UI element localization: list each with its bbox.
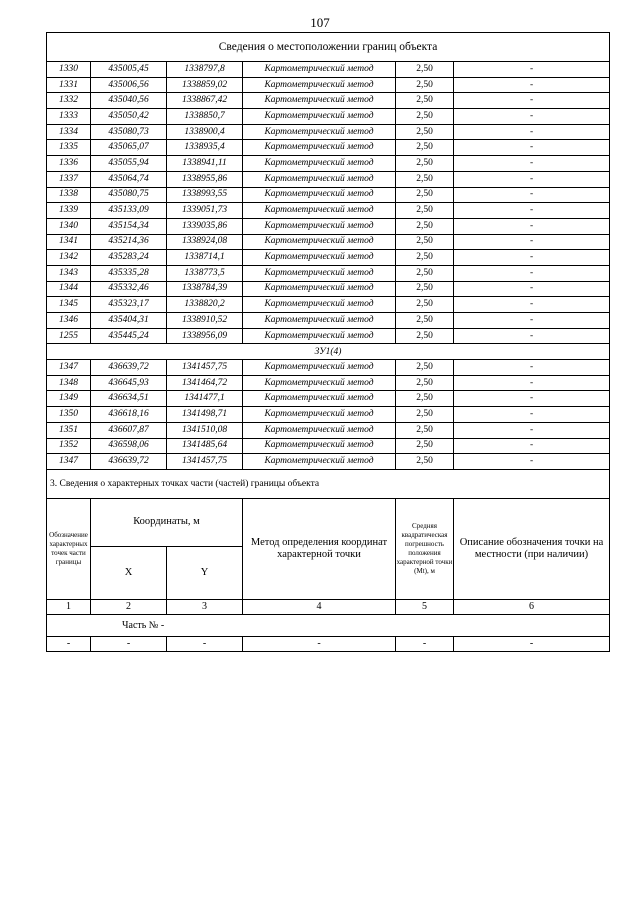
table-cell: - [454, 203, 610, 219]
table-cell: - [454, 250, 610, 266]
table-cell: 435445,24 [91, 328, 167, 344]
table-cell: 436598,06 [91, 438, 167, 454]
table-row [47, 391, 610, 407]
table-cell: Картометрический метод [243, 313, 396, 329]
table-row [47, 124, 610, 140]
table-cell: 1341485,64 [167, 438, 243, 454]
table-cell: 2,50 [396, 77, 454, 93]
column-header-row [47, 498, 610, 546]
table-cell: 435404,31 [91, 313, 167, 329]
table-cell: 1341457,75 [167, 360, 243, 376]
table-cell: 2,50 [396, 265, 454, 281]
table-cell: 1338955,86 [167, 171, 243, 187]
table-cell: Картометрический метод [243, 454, 396, 470]
column-number: 3 [167, 599, 243, 614]
table-cell: Картометрический метод [243, 328, 396, 344]
table-cell: 1338956,09 [167, 328, 243, 344]
table-cell: 1341498,71 [167, 407, 243, 423]
empty-row [47, 636, 610, 651]
table-cell: - [91, 636, 167, 651]
table-cell: 1335 [47, 140, 91, 156]
table-cell: 435133,09 [91, 203, 167, 219]
table-cell: 2,50 [396, 281, 454, 297]
table-cell: Картометрический метод [243, 62, 396, 78]
table-row [47, 265, 610, 281]
table-row [47, 203, 610, 219]
table-cell: 2,50 [396, 391, 454, 407]
table-cell: 1347 [47, 454, 91, 470]
table-cell: 1339 [47, 203, 91, 219]
column-number-row [47, 599, 610, 614]
col-description: Описание обозначения точки на местности (при наличии) [454, 498, 610, 599]
table-cell: 2,50 [396, 422, 454, 438]
table-cell: Картометрический метод [243, 109, 396, 125]
table-cell: 1338867,42 [167, 93, 243, 109]
table-cell: 2,50 [396, 203, 454, 219]
column-number: 6 [454, 599, 610, 614]
table-row [47, 360, 610, 376]
table-cell: 1345 [47, 297, 91, 313]
table-cell: Картометрический метод [243, 265, 396, 281]
table-cell: - [454, 328, 610, 344]
table-cell: 1333 [47, 109, 91, 125]
column-number: 1 [47, 599, 91, 614]
table-cell: 1336 [47, 156, 91, 172]
table-cell: - [454, 265, 610, 281]
table-cell: - [454, 156, 610, 172]
table-cell: 2,50 [396, 171, 454, 187]
table-cell: - [454, 391, 610, 407]
subheader-label: ЗУ1(4) [47, 344, 610, 360]
table-cell: Картометрический метод [243, 407, 396, 423]
table-cell: 436634,51 [91, 391, 167, 407]
table-row [47, 313, 610, 329]
table-cell: 1338773,5 [167, 265, 243, 281]
table-cell: 435080,75 [91, 187, 167, 203]
table-cell: 435080,73 [91, 124, 167, 140]
table-cell: Картометрический метод [243, 360, 396, 376]
table-cell: - [47, 636, 91, 651]
table-cell: Картометрический метод [243, 187, 396, 203]
table-cell: 1338797,8 [167, 62, 243, 78]
col-method: Метод определения координат характерной точки [243, 498, 396, 599]
table-cell: 1341510,08 [167, 422, 243, 438]
table-cell: 1255 [47, 328, 91, 344]
col-y: Y [167, 546, 243, 599]
table-cell: 1341 [47, 234, 91, 250]
table-cell: 436639,72 [91, 360, 167, 376]
col-designation: Обозначение характерных точек части границы [47, 498, 91, 599]
table-cell: 2,50 [396, 454, 454, 470]
table-cell: Картометрический метод [243, 203, 396, 219]
table-cell: 2,50 [396, 407, 454, 423]
page-number: 107 [310, 15, 330, 30]
table-cell: - [454, 234, 610, 250]
table-cell: 1348 [47, 375, 91, 391]
table-cell: 435040,56 [91, 93, 167, 109]
table-cell: 1331 [47, 77, 91, 93]
table-cell: 2,50 [396, 250, 454, 266]
table-cell: 436639,72 [91, 454, 167, 470]
table-cell: 1330 [47, 62, 91, 78]
section3-title: 3. Сведения о характерных точках части (частей) границы объекта [47, 469, 610, 498]
table-row [47, 62, 610, 78]
table-cell: 1338784,39 [167, 281, 243, 297]
table-cell: - [454, 454, 610, 470]
col-precision: Средняя квадратическая погрешность положения характерной точки (Mt), м [396, 498, 454, 599]
boundary-table [46, 32, 610, 652]
subheader-row [47, 344, 610, 360]
table-cell: Картометрический метод [243, 124, 396, 140]
table-cell: 2,50 [396, 124, 454, 140]
table-cell: 2,50 [396, 297, 454, 313]
table-cell: Картометрический метод [243, 250, 396, 266]
table-cell: 1338941,11 [167, 156, 243, 172]
table-cell: 436618,16 [91, 407, 167, 423]
table-cell: - [454, 360, 610, 376]
table-cell: 1341477,1 [167, 391, 243, 407]
table-cell: 435214,36 [91, 234, 167, 250]
table-cell: 1337 [47, 171, 91, 187]
table-cell: 1334 [47, 124, 91, 140]
section-header-row [47, 33, 610, 62]
table-cell: 2,50 [396, 328, 454, 344]
table-row [47, 234, 610, 250]
table-cell: 1338859,02 [167, 77, 243, 93]
table-cell: - [454, 313, 610, 329]
table-cell: - [454, 422, 610, 438]
table-cell: 435335,28 [91, 265, 167, 281]
table-cell: - [396, 636, 454, 651]
table-cell: 1338820,2 [167, 297, 243, 313]
table-cell: - [454, 93, 610, 109]
table-row [47, 454, 610, 470]
table-cell: - [454, 281, 610, 297]
table-cell: - [454, 140, 610, 156]
table-row [47, 297, 610, 313]
table-row [47, 407, 610, 423]
table-cell: 2,50 [396, 438, 454, 454]
section-title: Сведения о местоположении границ объекта [47, 33, 610, 62]
table-cell: - [167, 636, 243, 651]
table-cell: - [454, 62, 610, 78]
table-cell: Картометрический метод [243, 391, 396, 407]
table-cell: Картометрический метод [243, 281, 396, 297]
table-cell: 1338924,08 [167, 234, 243, 250]
table-cell: 2,50 [396, 156, 454, 172]
table-cell: 2,50 [396, 109, 454, 125]
table-row [47, 218, 610, 234]
table-row [47, 187, 610, 203]
table-row [47, 109, 610, 125]
table-cell: 1338850,7 [167, 109, 243, 125]
table-cell: - [454, 171, 610, 187]
table-cell: 435154,34 [91, 218, 167, 234]
table-cell: 1350 [47, 407, 91, 423]
table-cell: Картометрический метод [243, 297, 396, 313]
table-cell: 2,50 [396, 93, 454, 109]
table-cell: 435064,74 [91, 171, 167, 187]
table-cell: 1338910,52 [167, 313, 243, 329]
table-cell: 2,50 [396, 62, 454, 78]
table-cell: 1346 [47, 313, 91, 329]
table-cell: 1338935,4 [167, 140, 243, 156]
table-cell: 1351 [47, 422, 91, 438]
table-cell: 435283,24 [91, 250, 167, 266]
part-label: Часть № - [47, 614, 610, 636]
table-cell: - [454, 77, 610, 93]
table-cell: Картометрический метод [243, 218, 396, 234]
table-cell: 1339035,86 [167, 218, 243, 234]
table-cell: 435006,56 [91, 77, 167, 93]
table-cell: 435332,46 [91, 281, 167, 297]
table-row [47, 328, 610, 344]
table-cell: 1344 [47, 281, 91, 297]
table-row [47, 171, 610, 187]
table-cell: 435055,94 [91, 156, 167, 172]
column-number: 4 [243, 599, 396, 614]
table-cell: 1338 [47, 187, 91, 203]
table-cell: Картометрический метод [243, 375, 396, 391]
table-cell: - [454, 297, 610, 313]
table-cell: - [243, 636, 396, 651]
table-row [47, 156, 610, 172]
table-row [47, 93, 610, 109]
table-cell: - [454, 636, 610, 651]
column-number: 5 [396, 599, 454, 614]
table-cell: 435050,42 [91, 109, 167, 125]
table-cell: 1332 [47, 93, 91, 109]
table-cell: 435323,17 [91, 297, 167, 313]
section3-title-row [47, 469, 610, 498]
table-cell: - [454, 124, 610, 140]
table-cell: - [454, 375, 610, 391]
table-row [47, 77, 610, 93]
table-cell: 2,50 [396, 218, 454, 234]
table-row [47, 140, 610, 156]
col-coordinates: Координаты, м [91, 498, 243, 546]
table-cell: Картометрический метод [243, 438, 396, 454]
table-cell: Картометрический метод [243, 140, 396, 156]
table-cell: Картометрический метод [243, 93, 396, 109]
table-cell: 2,50 [396, 140, 454, 156]
table-cell: - [454, 187, 610, 203]
table-cell: 1340 [47, 218, 91, 234]
table-cell: 436607,87 [91, 422, 167, 438]
table-row [47, 438, 610, 454]
table-cell: Картометрический метод [243, 234, 396, 250]
col-x: X [91, 546, 167, 599]
table-row [47, 250, 610, 266]
table-cell: 1342 [47, 250, 91, 266]
table-cell: 436645,93 [91, 375, 167, 391]
table-cell: 1347 [47, 360, 91, 376]
table-cell: 435005,45 [91, 62, 167, 78]
table-cell: 1338714,1 [167, 250, 243, 266]
table-cell: - [454, 109, 610, 125]
table-cell: 1352 [47, 438, 91, 454]
table-cell: 2,50 [396, 375, 454, 391]
table-cell: 1341457,75 [167, 454, 243, 470]
table-cell: 1341464,72 [167, 375, 243, 391]
table-cell: 2,50 [396, 234, 454, 250]
column-number: 2 [91, 599, 167, 614]
table-cell: 1338993,55 [167, 187, 243, 203]
table-cell: 1339051,73 [167, 203, 243, 219]
table-cell: - [454, 438, 610, 454]
table-row [47, 375, 610, 391]
table-cell: Картометрический метод [243, 171, 396, 187]
table-cell: 2,50 [396, 187, 454, 203]
table-cell: Картометрический метод [243, 156, 396, 172]
table-cell: 1338900,4 [167, 124, 243, 140]
table-cell: 1343 [47, 265, 91, 281]
table-cell: Картометрический метод [243, 77, 396, 93]
table-row [47, 281, 610, 297]
table-cell: Картометрический метод [243, 422, 396, 438]
table-cell: 435065,07 [91, 140, 167, 156]
table-cell: 1349 [47, 391, 91, 407]
table-cell: 2,50 [396, 313, 454, 329]
part-row [47, 614, 610, 636]
table-row [47, 422, 610, 438]
table-cell: - [454, 407, 610, 423]
table-cell: - [454, 218, 610, 234]
table-cell: 2,50 [396, 360, 454, 376]
